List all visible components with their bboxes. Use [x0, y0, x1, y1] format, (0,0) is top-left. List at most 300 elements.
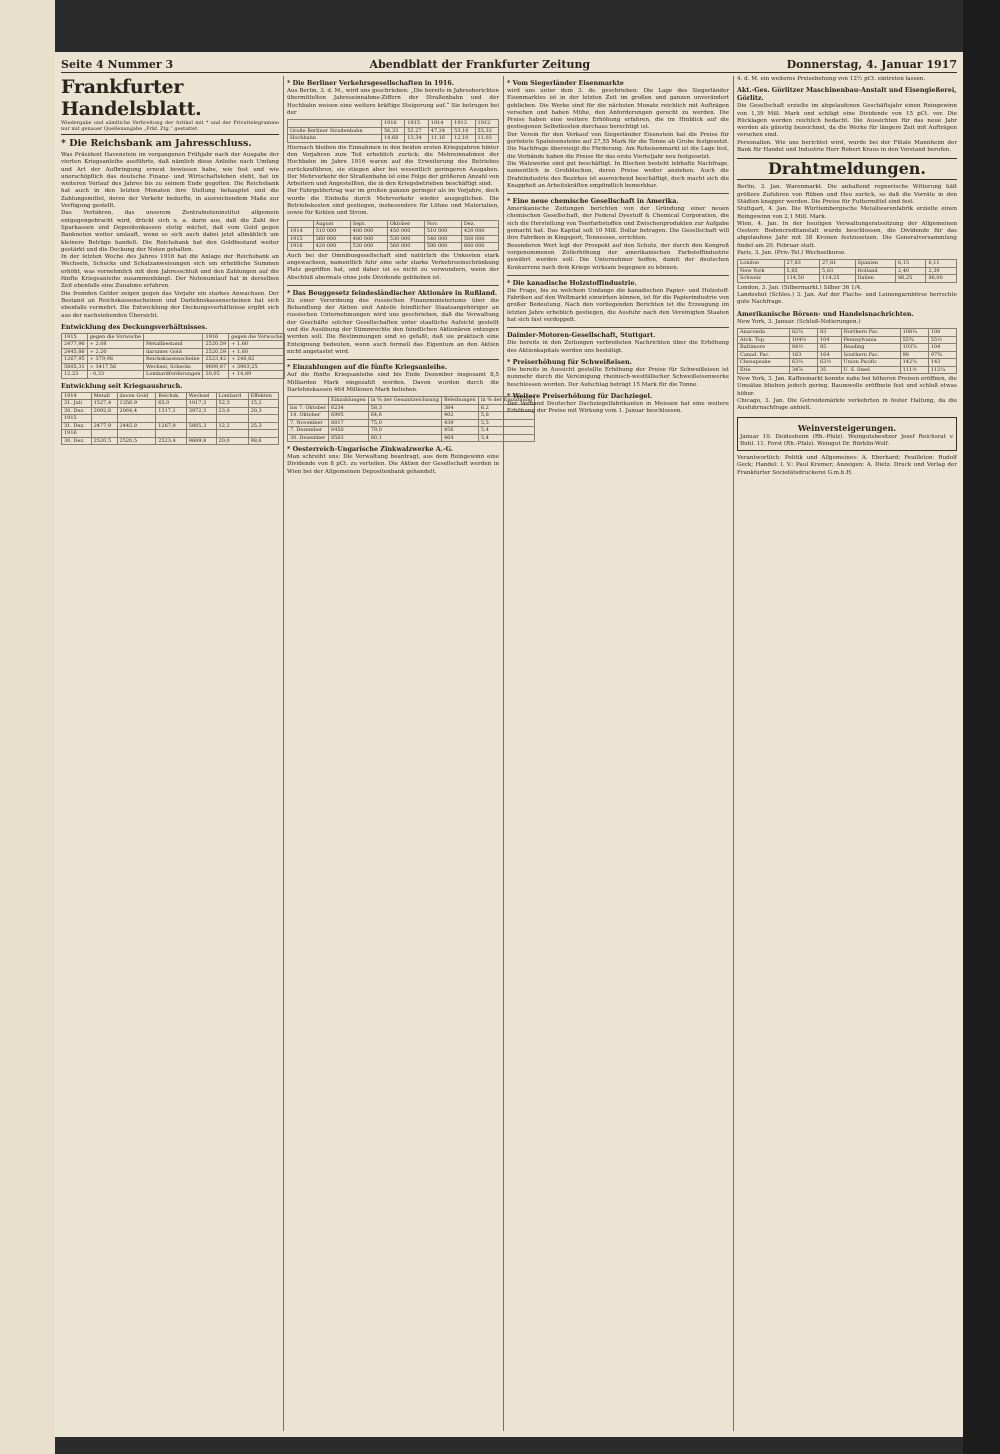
table-cell: 35	[817, 366, 841, 374]
article-title: Akt.-Ges. Görlitzer Maschinenbau-Anstalt und Eisengießerei, Görlitz.	[737, 86, 957, 103]
table-cell: 2477,96	[62, 341, 88, 349]
table-row	[288, 220, 499, 228]
table-row	[62, 392, 279, 400]
table-row	[288, 243, 499, 251]
table-cell: 384	[441, 404, 478, 412]
table-cell: 560 000	[387, 243, 424, 251]
table-cell: darunter Gold	[144, 348, 203, 356]
table-cell: 1017,3	[186, 400, 216, 408]
table-cell	[144, 333, 203, 341]
table-cell: 480 000	[350, 235, 387, 243]
table-row	[62, 371, 285, 379]
table-cell: 97¾	[928, 351, 956, 359]
table-cell: 400 000	[350, 228, 387, 236]
table-cell: 1914	[428, 120, 451, 128]
article-paragraph: Auf die fünfte Kriegsanleihe sind bis Ende Dezember insgesamt 8,5 Milliarden Mark eingezahlt worden. Davon wurden durch die Darlehnskassen 464 Millionen Mark beliehen.	[287, 372, 499, 393]
table-cell: 6,2	[478, 404, 534, 412]
table-cell: 1913	[452, 120, 475, 128]
table-row	[288, 427, 535, 435]
table-cell: Reading	[841, 344, 900, 352]
table-cell: 1916	[203, 333, 229, 341]
header-date: Donnerstag, 4. Januar 1917	[786, 57, 957, 71]
table-cell: 108	[928, 329, 956, 337]
table-cell: August	[313, 220, 350, 228]
table-cell: 2477,9	[91, 422, 117, 430]
table-row	[62, 437, 279, 445]
table-row	[738, 329, 957, 337]
table-cell: 1915	[405, 120, 428, 128]
wire-report: Berlin, 3. Jan. Warenmarkt. Die anhaltend regnerische Witterung hält größere Zufuhren von Rüben und Heu zurück, so daß die Vorräte in den Städten knapper werden. Die Preise für Futtermittel sind fest.	[737, 184, 957, 205]
coverage-table	[61, 333, 285, 379]
table-cell: davon Gold	[117, 392, 156, 400]
table-cell: Metallbestand	[144, 341, 203, 349]
table-cell: 1915	[62, 415, 92, 423]
table-row	[738, 366, 957, 374]
table-cell: 530 000	[387, 235, 424, 243]
table-cell: Wechsel	[186, 392, 216, 400]
wire-report: Landeshut (Schles.) 3. Jan. Auf der Flachs- und Leinengarnbörse herrschte gute Nachfrage.	[737, 292, 957, 306]
table-row	[62, 415, 279, 423]
divider	[507, 193, 729, 194]
table-cell: 104½	[789, 336, 817, 344]
stock-quotes-table-body	[738, 329, 957, 374]
market-subheading: New York, 3. Januar. (Schluß-Notierungen.)	[737, 318, 861, 325]
table-cell: Effekten	[248, 392, 278, 400]
table-cell: 1912	[475, 120, 498, 128]
table-cell: 164	[817, 351, 841, 359]
table-cell: 2523,4	[156, 437, 187, 445]
table-cell: 5,83	[820, 267, 856, 275]
table-row	[738, 260, 957, 268]
table-cell: 6,15	[895, 260, 926, 268]
table-row	[738, 275, 957, 283]
table-cell: bis 7. Oktober	[288, 404, 329, 412]
table-cell: Italien	[855, 275, 895, 283]
table-cell: 5805,31	[62, 363, 88, 371]
article-title: * Die kanadische Holzstoffindustrie.	[507, 278, 637, 287]
table-cell: 30. Dezember	[288, 434, 329, 442]
table-cell: Baltimore	[738, 344, 790, 352]
newspaper-page	[55, 52, 963, 1437]
column-rule	[733, 76, 734, 1431]
article-title: * Preiserhöhung für Schweißeisen.	[507, 357, 632, 366]
table-cell: 7. Dezember	[288, 427, 329, 435]
table-cell: U. S. Steel	[841, 366, 900, 374]
column-4	[737, 76, 957, 1431]
column-1	[61, 76, 283, 1431]
article-paragraph: Das Verfahren, das unserem Zentralnoteninstitut allgemein entgegengebracht wird, drückt sich u. a. darin aus, daß die Zahl der Sparkassen und Depositenkassen stetig wächst, daß vom Gold gegen Banknoten weiter umlauft, wenn es sich auch dabei jetzt allmählich um kleinere Beträge handelt. Die Reichsbank hat den Goldbestand weiter gestärkt und die Deckung der Noten gehalten.	[61, 210, 279, 253]
table-cell: 108¼	[900, 329, 928, 337]
table-cell: 2445,86	[62, 348, 88, 356]
section-masthead: Frankfurter Handelsblatt.	[61, 76, 202, 120]
table-cell: 79,0	[368, 427, 441, 435]
table-cell: 56,33	[381, 127, 404, 135]
table-cell: - 0,33	[87, 371, 143, 379]
article-title: * Das Beuggesetz feindesländischer Aktionäre in Rußland.	[287, 288, 498, 297]
table-cell: 9609,87	[203, 363, 229, 371]
table-row	[62, 422, 279, 430]
table-cell: 31. Juli	[62, 400, 92, 408]
wine-auctions-title: Weinversteigerungen.	[797, 422, 897, 433]
table-cell: 30. Dez.	[62, 407, 92, 415]
article-paragraph: In der letzten Woche des Jahres 1916 hat die Anlage der Reichsbank an Wechseln, Schecks und Schatzanweisungen sich um erhebliche Summen erhöht, was vornehmlich mit dem Jahresschluß und den Zahlungen auf die fünfte Kriegsanleihe zusammenhängt. Der Notenumlauf hat in derselben Zeit ebenfalls eine Zunahme erfahren.	[61, 254, 279, 290]
exchange-rate-table-body	[738, 260, 957, 283]
article-paragraph: Was Präsident Havenstein im vergangenen Frühjahr nach der Ausgabe der vierten Kriegsanleihe ausführte, daß nämlich diese Anleihe nach Umfang und Art der Aufbringung erneut bewiesen habe, wie fest und wie unerschöpflich das deutsche Finanz- und Wirtschaftsleben steht, hat im weiteren Verlauf des Jahres bis zu seinem Ende gegolten. Die Reichsbank hat auch in den letzten Monaten ihre Stellung behauptet und die Zahlungsmittel, deren der Verkehr bedurfte, in ausreichendem Maße zur Verfügung gestellt.	[61, 152, 279, 210]
table-cell: 114,50	[784, 275, 820, 283]
table-cell: + 3417,56	[87, 363, 143, 371]
table-row	[288, 228, 499, 236]
table-cell: 1527,4	[91, 400, 117, 408]
table-cell: 1916	[62, 430, 92, 438]
table-cell: 52,3	[216, 400, 248, 408]
table-cell: 55,33	[475, 127, 498, 135]
table-cell: Nov.	[424, 220, 461, 228]
table-cell: 14,68	[381, 135, 404, 143]
exchange-rate-table	[737, 259, 957, 283]
table-cell	[216, 430, 248, 438]
article-paragraph: Der Fahrgeldertrag war im großen ganzen geringer als im Vorjahre, doch wurde die Einbuße durch Mehrverkehr wieder ausgeglichen. Die Betriebskosten sind gestiegen, insbesondere für Löhne und Materialien, sowie für Kohlen und Strom.	[287, 188, 499, 217]
table-cell: 85	[817, 344, 841, 352]
development-table-body	[62, 392, 279, 445]
table-cell: + 248,82	[229, 356, 285, 364]
table-cell: Beleihungen	[441, 397, 478, 405]
table-cell	[156, 415, 187, 423]
table-cell: Lombardforderungen	[144, 371, 203, 379]
table-row	[288, 135, 499, 143]
table-cell: Reichskassenscheine	[144, 356, 203, 364]
table-cell	[288, 397, 329, 405]
table-cell: 590 000	[424, 243, 461, 251]
table-cell: 2520,5	[91, 437, 117, 445]
table-cell: Metall	[91, 392, 117, 400]
table-cell: Wechsel, Schecks	[144, 363, 203, 371]
imprint: Verantwortlich: Politik und Allgemeines: A. Eberhard; Feuilleton: Rudolf Geck; Handel: I. V.: Paul Kremer; Anzeigen: A. Dietz. Druck und Verlag der Frankfurter Societätsdruckerei G.m.b.H.	[737, 455, 957, 476]
table-cell: 8563	[329, 434, 369, 442]
table-cell: 402	[441, 412, 478, 420]
table-cell: 55¾	[900, 336, 928, 344]
table-cell: 2520,59	[203, 341, 229, 349]
table-cell: in % der Einzahlung	[478, 397, 534, 405]
divider	[507, 275, 729, 276]
article-paragraph: Besonderen Wert legt der Prospekt auf den Schutz, der durch den Kongreß vorgenommenen Zollerhöhung der amerikanischen Farbstoffindustrie gewährt werden soll. Die Unternehmer hoffen, damit der deutschen Konkurrenz nach dem Kriege wirksam begegnen zu können.	[507, 242, 729, 271]
table-cell: 6,11	[926, 260, 957, 268]
war-loan-table	[287, 396, 535, 442]
table-cell: Pennsylvania	[841, 336, 900, 344]
monthly-table	[287, 220, 499, 251]
table-cell: 142⅝	[900, 359, 928, 367]
table-cell: 104	[928, 344, 956, 352]
table-cell: 163	[789, 351, 817, 359]
table-cell: gegen die Vorwoche	[87, 333, 143, 341]
table-cell	[156, 430, 187, 438]
table-cell: New York	[738, 267, 785, 275]
table-cell: 8017	[329, 419, 369, 427]
table-row	[62, 348, 285, 356]
table-cell: 540 000	[424, 235, 461, 243]
table-cell: 1915	[288, 235, 314, 243]
table-cell: + 379,98	[87, 356, 143, 364]
article-title: * Einzahlungen auf die fünfte Kriegsanleihe.	[287, 363, 448, 372]
table-cell: 13,34	[405, 135, 428, 143]
table-cell: Lombard	[216, 392, 248, 400]
header-page-number: Seite 4 Nummer 3	[61, 57, 174, 71]
table-row	[288, 127, 499, 135]
table-row	[288, 434, 535, 442]
article-paragraph: Hiernach bleiben die Einnahmen in den beiden ersten Kriegsjahren hinter den Vorjahren zum Teil erheblich zurück; die Mehreinnahmen der Hochbahn im Jahre 1916 waren auf die Erweiterung des Betriebes zurückzuführen, sie stiegen aber bei wesentlich geringeren Ausgaben. Der Mehrverkehr der Straßenbahn ist eine Folge der größeren Anzahl von Arbeitern und Angestellten, die in den Kriegsbetrieben beschäftigt sind.	[287, 144, 499, 188]
column-3	[507, 76, 729, 1431]
table-cell: 7. November	[288, 419, 329, 427]
table-row	[288, 235, 499, 243]
table-cell: 86,00	[926, 275, 957, 283]
stock-quotes-table	[737, 328, 957, 374]
article-title: * Die Reichsbank am Jahresschluss.	[61, 138, 252, 149]
table-cell: 1914	[62, 392, 92, 400]
table-cell: Große Berliner Straßenbahn	[288, 127, 382, 135]
table-cell: Schweiz	[738, 275, 785, 283]
table-cell: in % der Gesamtzeichnung	[368, 397, 441, 405]
page-header	[61, 56, 957, 73]
table-cell: 111½	[900, 366, 928, 374]
table-cell: 47,24	[428, 127, 451, 135]
article-title: * Eine neue chemische Gesellschaft in Amerika.	[507, 197, 679, 206]
table-cell	[186, 415, 216, 423]
table-cell: 1317,1	[156, 407, 187, 415]
table-cell: + 14,89	[229, 371, 285, 379]
revenue-table	[287, 119, 499, 143]
table-cell	[91, 415, 117, 423]
table-row	[62, 341, 285, 349]
table-row	[738, 359, 957, 367]
masthead-note: Wiedergabe und sämtliche Verbreitung der Artikel mit * und der Privattelegramme nur mit genauer Quellenangabe „Frkf. Ztg.“ gestattet.	[61, 120, 279, 135]
table-cell: 2,40	[895, 267, 926, 275]
table-cell	[288, 220, 314, 228]
table-cell: 6234	[329, 404, 369, 412]
table-cell: 15,2	[248, 400, 278, 408]
table-cell	[117, 430, 156, 438]
table-row	[738, 351, 957, 359]
table-cell: 2523,42	[203, 356, 229, 364]
table-cell: 2520,59	[203, 348, 229, 356]
table-cell: 65,0	[156, 400, 187, 408]
table-cell: 58,3	[368, 404, 441, 412]
table-cell: 98,6	[248, 437, 278, 445]
table-cell: 1267,9	[156, 422, 187, 430]
table-cell: Spanien	[855, 260, 895, 268]
table-cell: 53,10	[452, 127, 475, 135]
table-cell: 20,05	[203, 371, 229, 379]
table-cell: 420 000	[461, 228, 498, 236]
table-row	[62, 356, 285, 364]
wire-report: Stuttgart, 4. Jan. Die Württembergische Metallwarenfabrik erzielte einen Reingewinn von 2,1 Mill. Mark.	[737, 206, 957, 220]
article-paragraph: Zu einer Verordnung des russischen Finanzministeriums über die Behandlung der Aktien und Anteile feindlicher Staatsangehöriger an russischen Unternehmungen wird uns geschrieben, daß die Verwaltung der Geschäfte solcher Gesellschaften unter staatliche Aufsicht gestellt und die Ausübung der Stimmrechte den feindlichen Aktionären entzogen werden soll. Die Bestimmungen sind so gefaßt, daß sie praktisch eine Enteignung bedeuten, wenn auch formell das Eigentum an den Aktien nicht angetastet wird.	[287, 297, 499, 355]
article-paragraph: Chicago, 3. Jan. Die Getreidemärkte verkehrten in fester Haltung, da die Ausfuhrnachfrage anhielt.	[737, 397, 957, 412]
table-cell: 5,4	[478, 427, 534, 435]
table-cell: 5,8	[478, 412, 534, 420]
article-paragraph: Die Gesellschaft erzielte im abgelaufenen Geschäftsjahr einen Reingewinn von 1,39 Mill. Mark und schlägt eine Dividende von 15 pCt. vor. Die Rücklagen werden reichlich bedacht. Die Aussichten für das neue Jahr werden als günstig bezeichnet, da die Werke für längere Zeit mit Aufträgen versehen sind.	[737, 103, 957, 139]
table-cell	[91, 430, 117, 438]
column-rule	[503, 76, 504, 1431]
table-cell: 8450	[329, 427, 369, 435]
article-paragraph: Amerikanische Zeitungen berichten von der Gründung einer neuen chemischen Gesellschaft, der Federal Dyestuff & Chemical Corporation, die sich die Herstellung von Teerfarbstoffen und Zwischenprodukten zur Aufgabe gemacht hat. Das Kapital soll 10 Mill. Dollar betragen. Die Gesellschaft will ihre Fabriken in Kingsport, Tennessee, errichten.	[507, 206, 729, 242]
table-cell: + 1,60	[229, 341, 285, 349]
table-cell: 5,85	[784, 267, 820, 275]
table-cell: 20,0	[216, 437, 248, 445]
article-paragraph: Die Walzwerke sind gut beschäftigt. In Blechen besteht lebhafte Nachfrage, namentlich in Grobblechen, deren Preise weiter anziehen. Auch die Drahtindustrie des Bezirkes ist ausreichend beschäftigt, doch macht sich die Knappheit an Arbeitskräften empfindlich bemerkbar.	[507, 160, 729, 189]
wine-auctions-box	[737, 417, 957, 452]
table-caption: Entwicklung seit Kriegsausbruch.	[61, 381, 183, 390]
table-cell: 1915	[62, 333, 88, 341]
table-cell: 103⅞	[900, 344, 928, 352]
divider	[287, 359, 499, 360]
table-cell: 3972,3	[186, 407, 216, 415]
article-paragraph: Der Verein für den Verkauf von Siegerländer Eisenstein hat die Preise für geröstete Spateisensteine auf 27,55 Mark für die Tonne ab Grube festgesetzt. Die Nachfrage übersteigt die Förderung. Am Roheisenmarkt ist die Lage fest, die Verbände haben die Preise für das erste Vierteljahr neu festgesetzt.	[507, 131, 729, 160]
table-cell: + 2,20	[87, 348, 143, 356]
table-cell: 1916	[381, 120, 404, 128]
table-cell	[288, 120, 382, 128]
table-cell: 5805,3	[186, 422, 216, 430]
article-paragraph: wird uns unter dem 3. ds. geschrieben: Die Lage des Siegerländer Eisenmarktes ist in der letzten Zeit im großen und ganzen unverändert geblieben. Die Werke sind für die nächsten Monate reichlich mit Aufträgen versehen und haben Mühe, den Anforderungen gerecht zu werden. Die Preise haben eine weitere Erhöhung erfahren, die im Hinblick auf die gestiegenen Selbstkosten durchaus berechtigt ist.	[507, 88, 729, 131]
table-cell: 84½	[789, 344, 817, 352]
table-cell: Southern Pac.	[841, 351, 900, 359]
table-cell: 2064,4	[117, 407, 156, 415]
table-cell	[117, 415, 156, 423]
table-cell: 12,10	[452, 135, 475, 143]
table-cell: 143	[928, 359, 956, 367]
divider	[507, 327, 729, 328]
table-cell: 75,0	[368, 419, 441, 427]
table-cell: 14. Oktober	[288, 412, 329, 420]
table-cell: 23,0	[216, 407, 248, 415]
table-cell: Union Pacific	[841, 359, 900, 367]
page-edge-right	[963, 0, 1000, 1454]
column-rule	[283, 76, 284, 1431]
table-row	[738, 267, 957, 275]
article-title: Daimler-Motoren-Gesellschaft, Stuttgart.	[507, 331, 656, 340]
table-cell: 520 000	[350, 243, 387, 251]
table-cell: 31. Dez.	[62, 422, 92, 430]
table-cell: Chesapeake	[738, 359, 790, 367]
table-cell: 27,83	[784, 260, 820, 268]
table-cell: Oktober	[387, 220, 424, 228]
table-cell: 500 000	[461, 235, 498, 243]
table-cell: 11,03	[475, 135, 498, 143]
table-cell: 456	[441, 427, 478, 435]
divider	[287, 285, 499, 286]
table-cell: 600 000	[461, 243, 498, 251]
table-cell: 1356,9	[117, 400, 156, 408]
table-cell: 98	[900, 351, 928, 359]
table-cell: 52,27	[405, 127, 428, 135]
article-paragraph: Personalien. Wie uns berichtet wird, wurde bei der Filiale Mannheim der Bank für Handel und Industrie Herr Robert Kraus in den Vorstand berufen.	[737, 139, 957, 154]
table-cell: London	[738, 260, 785, 268]
article-paragraph: Die bereits in den Zeitungen verbreiteten Nachrichten über die Erhöhung des Aktienkapitals werden uns bestätigt.	[507, 340, 729, 354]
wire-report: Paris, 3. Jan. (Priv.-Tel.) Wechselkurse.	[737, 250, 847, 257]
table-row	[288, 412, 535, 420]
table-cell: 510 000	[424, 228, 461, 236]
table-row	[288, 419, 535, 427]
article-paragraph: New York, 3. Jan. Kaffeemarkt konnte nahe bei höheren Preisen eröffnen, die Umsätze blieben jedoch gering. Baumwolle eröffnete fest und schloß etwas höher.	[737, 376, 957, 397]
table-row	[62, 407, 279, 415]
section-heading-american-markets: Amerikanische Börsen- und Handelsnachrichten.	[737, 309, 914, 318]
table-cell: 64,6	[368, 412, 441, 420]
table-cell: 27,81	[820, 260, 856, 268]
monthly-table-body	[288, 220, 499, 250]
table-cell	[248, 415, 278, 423]
article-title: * Vom Siegerländer Eisenmarkte	[507, 79, 624, 87]
table-cell: Atch. Top.	[738, 336, 790, 344]
table-cell: Canad. Pac.	[738, 351, 790, 359]
article-paragraph: Der Verband Deutscher Dachziegelfabrikanten in Meissen hat eine weitere Erhöhung der Preise mit Wirkung vom 1. Januar beschlossen.	[507, 400, 729, 415]
article-paragraph: Die fremden Gelder zeigen gegen das Vorjahr ein starkes Anwachsen. Der Bestand an Reichskassenscheinen und Darlehnskassenscheinen hat sich ebenfalls vermehrt. Die Entwicklung der Deckungsverhältnisse ergibt sich aus der nachstehenden Übersicht.	[61, 290, 279, 319]
coverage-table-body	[62, 333, 285, 378]
table-cell: + 2,08	[87, 341, 143, 349]
table-cell: 20,3	[248, 407, 278, 415]
article-title: * Weitere Preiserhöhung für Dachziegel.	[507, 391, 653, 400]
table-cell: 12,23	[62, 371, 88, 379]
table-row	[62, 400, 279, 408]
table-cell: Einzahlungen	[329, 397, 369, 405]
table-cell: 1914	[288, 228, 314, 236]
table-cell: Hochbahn	[288, 135, 382, 143]
wine-auctions-list: Januar 10. Deidesheim (Rh.-Pfalz). Weingutsbesitzer Josef Reichsrat v. Buhl. 11. Forst (Rh.-Pfalz). Weingut Dr. Bürklin-Wolf.	[740, 433, 954, 447]
table-row	[288, 397, 535, 405]
table-cell: 439	[441, 419, 478, 427]
table-cell: 25,3	[248, 422, 278, 430]
wire-report: Wien, 4. Jan. In der heutigen Verwaltungsratssitzung der Allgemeinen Oesterr. Bodencreditanstalt wurde beschlossen, die Dividende für das abgelaufene Jahr mit 38 Kronen festzusetzen. Die Generalversammlung findet am 20. Februar statt.	[737, 220, 957, 249]
table-cell: 114,25	[820, 275, 856, 283]
article-paragraph: Man schreibt uns: Die Verwaltung beantragt, aus dem Reingewinn eine Dividende von 8 pCt. zu verteilen. Die Aktien der Gesellschaft werden in Wien bei der Allgemeinen Depositenbank gehandelt.	[287, 454, 499, 475]
table-cell: 464	[441, 434, 478, 442]
table-cell: 420 000	[313, 243, 350, 251]
table-cell: 12,2	[216, 422, 248, 430]
table-cell: 1916	[288, 243, 314, 251]
table-cell: 55½	[928, 336, 956, 344]
article-paragraph: Aus Berlin, 3. d. M., wird uns geschrieben: „Die bereits in Jahresberichten übermittelten Jahreseinnahme-Ziffern der Straßenbahn und der Hochbahn weisen eine weitere kräftige Steigerung auf.“ Sie betrugen bei der	[287, 88, 499, 116]
table-row	[288, 120, 499, 128]
table-cell: 2092,8	[91, 407, 117, 415]
table-cell: + 3903,25	[229, 363, 285, 371]
table-cell: 5,5	[478, 419, 534, 427]
table-cell: 360 000	[313, 235, 350, 243]
table-cell: 11,16	[428, 135, 451, 143]
table-row	[62, 363, 285, 371]
table-cell: 9609,8	[186, 437, 216, 445]
table-cell: 450 000	[387, 228, 424, 236]
article-title: * Die Berliner Verkehrsgesellschaften in 1916.	[287, 79, 455, 87]
table-cell: Dez.	[461, 220, 498, 228]
table-cell: 310 000	[313, 228, 350, 236]
table-cell: 30. Dez.	[62, 437, 92, 445]
table-caption: Entwicklung des Deckungsverhältnisses.	[61, 322, 208, 331]
section-heading-wire-reports: Drahtmeldungen.	[737, 158, 957, 180]
article-paragraph: Auch bei der Omnibusgesellschaft sind natürlich die Unkosten stark angewachsen, namentlich fuhr eine sehr starke Verkehrseinschränkung Platz gegriffen hat, und daher ist es nicht zu verwundern, wenn der Abschluß abermals ohne jede Dividende geblieben ist.	[287, 252, 499, 281]
table-cell: gegen die Vorwoche	[229, 333, 285, 341]
wire-report: London, 3. Jan. (Silbermarkt.) Silber 36 1/4.	[737, 284, 862, 291]
table-cell: 2,39	[926, 267, 957, 275]
table-cell: 83	[817, 329, 841, 337]
table-cell: 86,25	[895, 275, 926, 283]
article-paragraph: 4. d. M. ein weiteres Preisebehung von 12½ pCt. eintreten lassen.	[737, 76, 926, 82]
table-cell: 2520,5	[117, 437, 156, 445]
table-cell: 82¼	[789, 329, 817, 337]
table-cell: + 1,60	[229, 348, 285, 356]
table-row	[62, 430, 279, 438]
table-row	[738, 336, 957, 344]
page-gutter-left	[0, 0, 55, 1454]
article-paragraph: Die Frage, bis zu welchem Umfange die kanadischen Papier- und Holzstoff-Fabriken auf den Weltmarkt einwirken können, ist für die Papierindustrie von großer Bedeutung. Nach den vorliegenden Berichten ist die Erzeugung im letzten Jahre erheblich gestiegen, die Ausfuhr nach den Vereinigten Staaten hat sich fast verdoppelt.	[507, 287, 729, 324]
column-2	[287, 76, 533, 1431]
table-cell: 112¼	[928, 366, 956, 374]
